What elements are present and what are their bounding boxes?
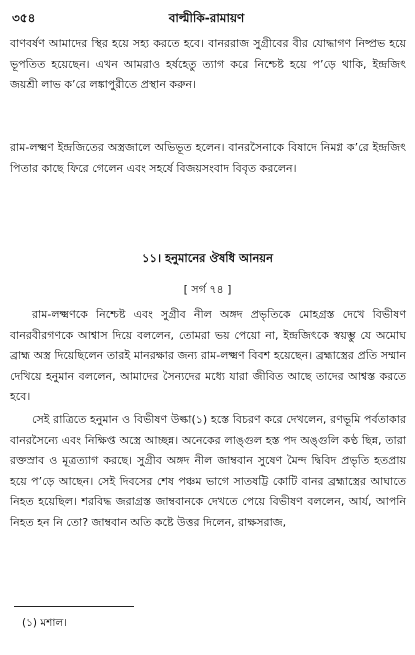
footnote-divider	[14, 606, 134, 607]
paragraph-1: বাণবর্ষণ আমাদের স্থির হয়ে সহ্য করতে হবে। বানররাজ সুগ্রীবের বীর যোদ্ধাগণ নিষ্প্রভ হয়ে ভূপতিত হয়েছেন। এখন আমরাও হর্ষহেতু ত্যাগ করে নিশ্চেষ্ট হয়ে প’ড়ে থাকি, ইন্দ্রজিৎ জয়শ্রী লাভ ক’রে লঙ্কাপুরীতে প্রস্থান করুন।	[10, 37, 406, 91]
paragraph-2: রাম-লক্ষ্মণ ইন্দ্রজিতের অস্ত্রজালে অভিভূত হলেন। বানরসৈনাকে বিষাদে নিমগ্ন ক’রে ইন্দ্রজিৎ পিতার কাছে ফিরে গেলেন এবং সহর্ষে বিজয়সংবাদ বিবৃত করলেন।	[10, 141, 406, 175]
paragraph-4: সেই রাত্রিতে হনুমান ও বিভীষণ উল্কা(১) হস্তে বিচরণ করে দেখলেন, রণভূমি পর্বতাকার বানরসৈন্যে এবং নিক্ষিপ্ত অস্ত্রে আচ্ছন্ন। অনেকের লাঙ্গুল হস্ত পদ অঙ্গুলি কণ্ঠ ছিন্ন, তারা রক্তস্রাব ও মূত্রত্যাগ করছে। সুগ্রীব অঙ্গদ নীল জাম্ববান সুষেণ মৈন্দ দ্বিবিদ প্রভৃতি হতপ্রায় হয়ে প’ড়ে আছেন। সেই দিবসের শেষ পঞ্চম ভাগে সাতষট্টি কোটি বানর ব্রহ্মাস্ত্রের আঘাতে নিহত হয়েছিল। শরবিদ্ধ জরাগ্রস্ত জাম্ববানকে দেখতে পেয়ে বিভীষণ বললেন, আর্য, আপনি নিহত হন নি তো? জাম্ববান অতি কষ্টে উত্তর দিলেন, রাক্ষসরাজ,	[10, 413, 406, 529]
sarga-label: [ সর্গ ৭৪ ]	[183, 283, 232, 296]
footnote: (১) মশাল।	[22, 617, 68, 629]
page-number: ৩৫৪	[12, 11, 36, 25]
paragraph-3: রাম-লক্ষ্মণকে নিশ্চেষ্ট এবং সুগ্রীব নীল অঙ্গদ প্রভৃতিকে মোহগ্রস্ত দেখে বিভীষণ বানরবীরগণকে আশ্বাস দিয়ে বললেন, তোমরা ভয় পেয়ো না, ইন্দ্রজিৎকে স্বয়ম্ভু যে অমোঘ ব্রাহ্ম অস্ত্র দিয়েছিলেন তারই মানরক্ষার জন্য রাম-লক্ষ্মণ বিবশ হয়েছেন। ব্রহ্মাস্ত্রের প্রতি সম্মান দেখিয়ে হনুমান বললেন, আমাদের সৈন্যদের মধ্যে যারা জীবিত আছে তাদের আশ্বস্ত করতে হবে।	[10, 308, 406, 403]
chapter-heading: ১১। হনুমানের ঔষধি আনয়ন	[142, 251, 273, 265]
running-title: বাল্মীকি-রামায়ণ	[168, 11, 245, 25]
page-header	[12, 10, 401, 28]
